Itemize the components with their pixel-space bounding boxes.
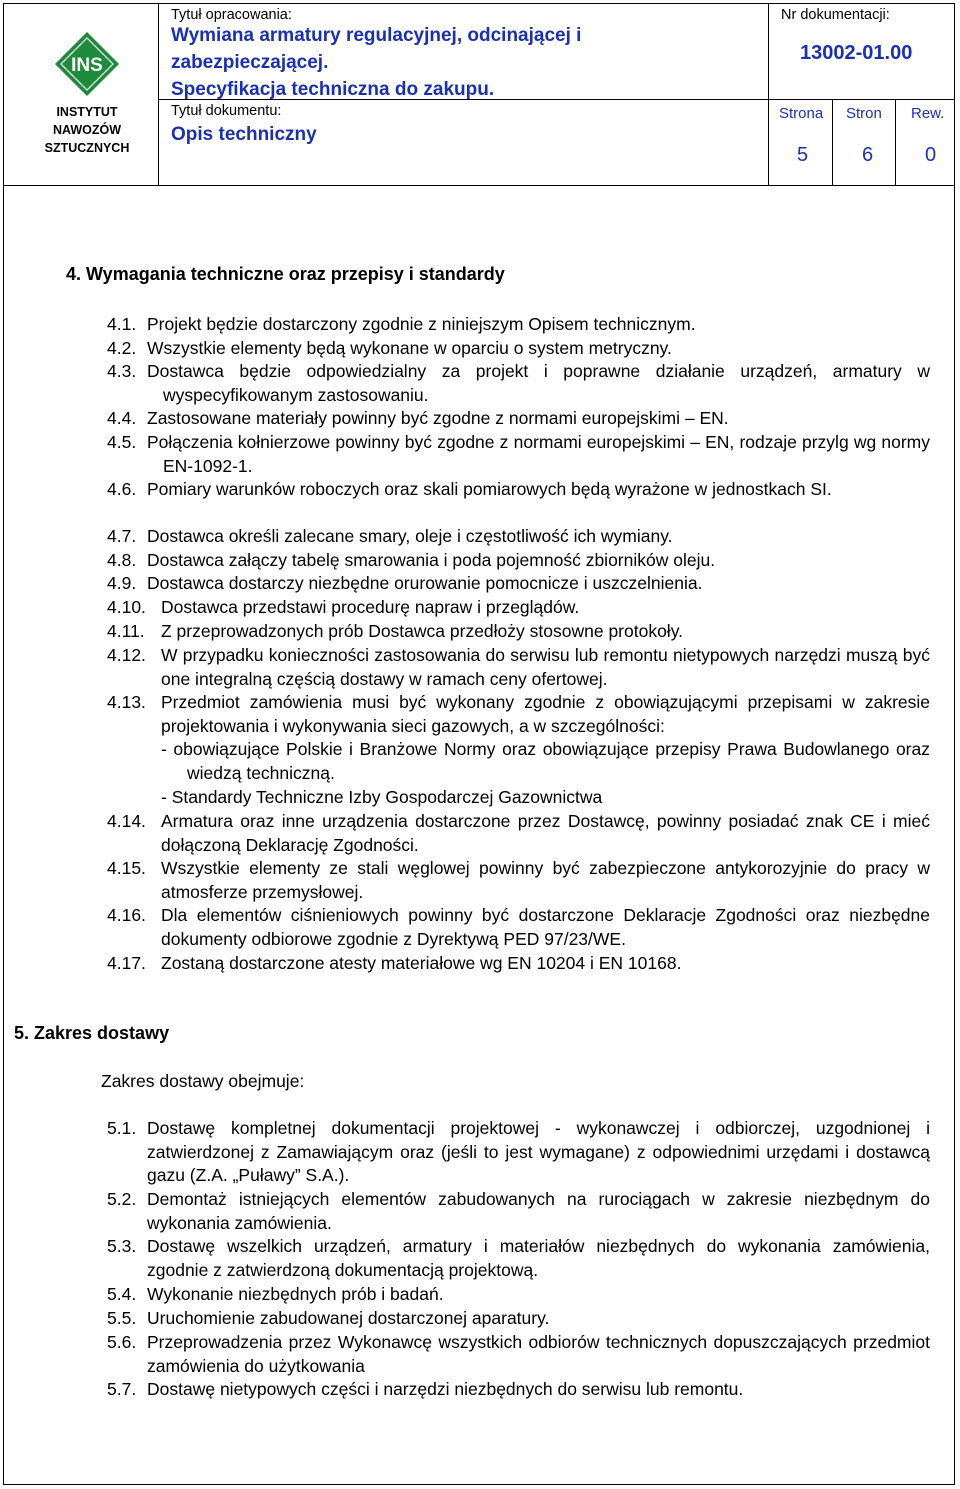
list-item xyxy=(107,572,930,596)
item-text: Pomiary warunków roboczych oraz skali pomiarowych będą wyrażone w jednostkach SI. xyxy=(147,479,832,499)
header-divider xyxy=(895,99,896,186)
item-text: Zostaną dostarczone atesty materiałowe wg EN 10204 i EN 10168. xyxy=(161,953,682,973)
doc-number-label: Nr dokumentacji: xyxy=(781,7,890,23)
item-text: Wszystkie elementy ze stali węglowej powinny być zabezpieczone antykorozyjnie do pracy w atmosferze przemysłowej. xyxy=(161,858,930,902)
header-divider xyxy=(768,3,769,186)
study-title-line: Specyfikacja techniczna do zakupu. xyxy=(171,79,495,100)
item-text: Zastosowane materiały powinny być zgodne z normami europejskimi – EN. xyxy=(147,408,729,428)
list-item xyxy=(107,1331,930,1378)
logo-abbr: INS xyxy=(71,55,103,76)
item-number: 5.7. xyxy=(107,1379,137,1399)
item-text: Projekt będzie dostarczony zgodnie z niniejszym Opisem technicznym. xyxy=(147,314,696,334)
list-item xyxy=(107,549,930,573)
doc-title-label: Tytuł dokumentu: xyxy=(171,103,282,119)
item-text: Wykonanie niezbędnych prób i badań. xyxy=(147,1284,444,1304)
list-item xyxy=(107,1235,930,1282)
item-number: 5.5. xyxy=(107,1308,137,1328)
item-text: Dostawca dostarczy niezbędne orurowanie pomocnicze i uszczelnienia. xyxy=(147,573,703,593)
item-text: - Standardy Techniczne Izby Gospodarczej Gazownictwa xyxy=(161,787,603,807)
item-number: 5.1. xyxy=(107,1118,137,1138)
item-text: Dostawca przedstawi procedurę napraw i przeglądów. xyxy=(161,597,580,617)
page-number: 5 xyxy=(797,144,809,166)
item-number: 4.17. xyxy=(107,953,146,973)
rev-label: Rew. xyxy=(911,105,945,122)
item-number: 4.6. xyxy=(107,479,137,499)
list-item xyxy=(107,525,930,549)
item-number: 4.14. xyxy=(107,811,146,831)
pages-label: Stron xyxy=(846,105,882,122)
list-item xyxy=(107,691,930,738)
item-number: 5.2. xyxy=(107,1189,137,1209)
item-text: Dostawę nietypowych części i narzędzi niezbędnych do serwisu lub remontu. xyxy=(147,1379,744,1399)
item-text: Dostawę wszelkich urządzeń, armatury i materiałów niezbędnych do wykonania zamówienia, zgodnie z zatwierdzoną dokumentacją projektową. xyxy=(147,1236,930,1280)
section-5-intro: Zakres dostawy obejmuje: xyxy=(101,1071,305,1091)
item-number: 4.5. xyxy=(107,432,137,452)
logo-name xyxy=(17,103,157,157)
item-number: 4.13. xyxy=(107,692,146,712)
item-number: 4.15. xyxy=(107,858,146,878)
list-item xyxy=(107,620,930,644)
item-text: Dostawę kompletnej dokumentacji projektowej - wykonawczej i odbiorczej, uzgodnionej i zatwierdzonej z Zamawiającym oraz (jeśli to jest wymagane) z odpowiednimi urzędami i dostawcą gazu (Z.A. „Puławy” S.A.). xyxy=(147,1118,930,1186)
item-number: 4.1. xyxy=(107,314,137,334)
item-number: 4.10. xyxy=(107,597,146,617)
item-number: 5.3. xyxy=(107,1236,137,1256)
item-text: Uruchomienie zabudowanej dostarczonej aparatury. xyxy=(147,1308,550,1328)
item-text: W przypadku konieczności zastosowania do serwisu lub remontu nietypowych narzędzi muszą być one integralną częścią dostawy w ramach ceny ofertowej. xyxy=(161,645,930,689)
item-number: 4.16. xyxy=(107,905,146,925)
section-4-heading: 4. Wymagania techniczne oraz przepisy i standardy xyxy=(66,264,505,284)
list-item xyxy=(107,360,930,407)
item-text: Z przeprowadzonych prób Dostawca przedłoży stosowne protokoły. xyxy=(161,621,684,641)
item-number: 4.4. xyxy=(107,408,137,428)
list-item xyxy=(161,786,930,810)
item-text: Przeprowadzenia przez Wykonawcę wszystkich odbiorów technicznych dopuszczających przedmiot zamówienia do użytkowania xyxy=(147,1332,930,1376)
list-item xyxy=(107,904,930,951)
list-item xyxy=(107,313,930,337)
doc-title: Opis techniczny xyxy=(171,124,317,145)
ins-logo xyxy=(17,31,157,161)
item-number: 5.4. xyxy=(107,1284,137,1304)
study-title xyxy=(171,22,581,103)
page-label: Strona xyxy=(779,105,824,122)
list-item xyxy=(107,596,930,620)
item-text: - obowiązujące Polskie i Branżowe Normy oraz obowiązujące przepisy Prawa Budowlanego oraz wiedzą techniczną. xyxy=(161,739,930,783)
list-item xyxy=(107,1378,930,1402)
revision-number: 0 xyxy=(925,144,937,166)
list-item xyxy=(107,952,930,976)
ins-logo-icon xyxy=(54,31,120,97)
item-text: Wszystkie elementy będą wykonane w oparciu o system metryczny. xyxy=(147,338,672,358)
item-number: 4.2. xyxy=(107,338,137,358)
logo-line: INSTYTUT xyxy=(56,105,118,119)
list-item xyxy=(107,1307,930,1331)
item-number: 4.12. xyxy=(107,645,146,665)
study-title-label: Tytuł opracowania: xyxy=(171,7,292,23)
list-item xyxy=(107,1117,930,1188)
item-number: 4.3. xyxy=(107,361,137,381)
list-item xyxy=(107,431,930,478)
list-item xyxy=(107,857,930,904)
item-text: Dostawca określi zalecane smary, oleje i częstotliwość ich wymiany. xyxy=(147,526,673,546)
logo-line: NAWOZÓW xyxy=(52,123,122,137)
list-item xyxy=(107,1188,930,1235)
logo-line: SZTUCZNYCH xyxy=(44,141,130,155)
list-item xyxy=(107,644,930,691)
header-divider xyxy=(832,99,833,186)
item-text: Dostawca będzie odpowiedzialny za projekt i poprawne działanie urządzeń, armatury w wyspecyfikowanym zastosowaniu. xyxy=(147,361,930,405)
list-item xyxy=(107,478,930,502)
header-divider xyxy=(158,3,159,186)
item-text: Połączenia kołnierzowe powinny być zgodne z normami europejskimi – EN, rodzaje przylg wg normy EN-1092-1. xyxy=(147,432,930,476)
item-text: Przedmiot zamówienia musi być wykonany zgodnie z obowiązującymi przepisami w zakresie projektowania i wykonywania sieci gazowych, a w szczególności: xyxy=(161,692,930,736)
list-item xyxy=(107,810,930,857)
item-number: 4.7. xyxy=(107,526,137,546)
item-text: Dostawca załączy tabelę smarowania i poda pojemność zbiorników oleju. xyxy=(147,550,716,570)
doc-number: 13002-01.00 xyxy=(800,42,913,64)
item-text: Dla elementów ciśnieniowych powinny być dostarczone Deklaracje Zgodności oraz niezbędne dokumenty odbiorowe zgodnie z Dyrektywą PED 97/23/WE. xyxy=(161,905,930,949)
document-header xyxy=(3,3,955,186)
item-text: Demontaż istniejących elementów zabudowanych na rurociągach w zakresie niezbędnym do wykonania zamówienia. xyxy=(147,1189,930,1233)
list-item xyxy=(107,407,930,431)
header-divider xyxy=(768,99,955,100)
item-number: 4.9. xyxy=(107,573,137,593)
item-number: 4.8. xyxy=(107,550,137,570)
study-title-line: Wymiana armatury regulacyjnej, odcinającej i xyxy=(171,25,582,46)
item-number: 4.11. xyxy=(107,621,145,641)
section-5-heading: 5. Zakres dostawy xyxy=(14,1023,170,1043)
item-text: Armatura oraz inne urządzenia dostarczone przez Dostawcę, powinny posiadać znak CE i mieć dołączoną Deklarację Zgodności. xyxy=(161,811,930,855)
pages-count: 6 xyxy=(862,144,874,166)
list-item xyxy=(107,1283,930,1307)
study-title-line: zabezpieczającej. xyxy=(171,52,329,73)
list-item xyxy=(107,337,930,361)
item-number: 5.6. xyxy=(107,1332,137,1352)
list-item xyxy=(161,738,930,785)
